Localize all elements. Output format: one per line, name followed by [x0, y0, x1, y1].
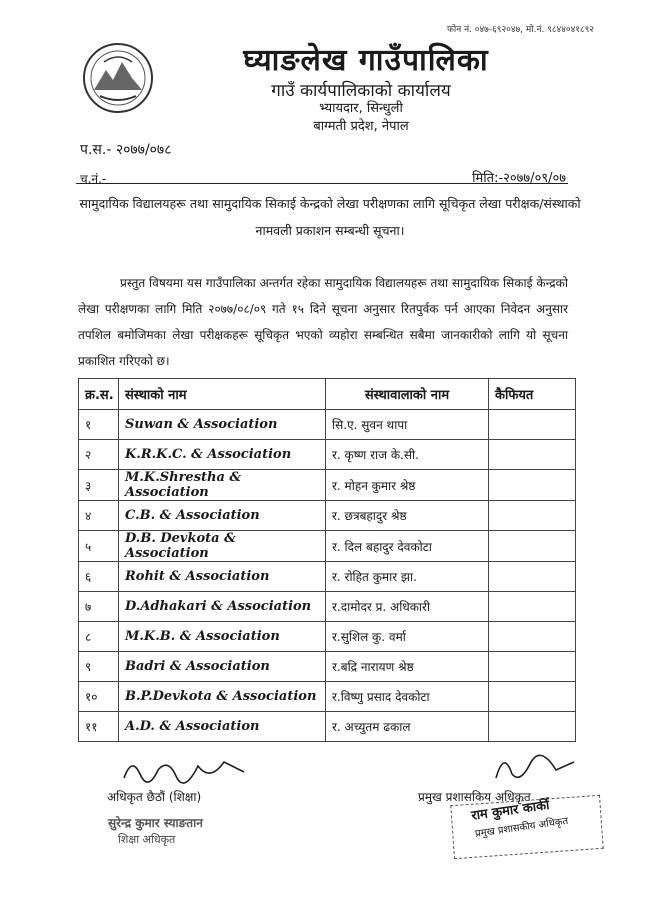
left-signatory-title: अधिकृत छैठौं (शिक्षा)	[107, 790, 202, 804]
col-header-owner: संस्थावालाको नाम	[326, 379, 489, 410]
cell-org: Rohit & Association	[119, 562, 326, 592]
cell-remark	[489, 622, 576, 652]
cell-owner: र.दामोदर प्र. अधिकारी	[326, 592, 489, 622]
table-row	[79, 652, 576, 682]
cell-owner: र. छत्रबहादुर श्रेष्ठ	[326, 501, 489, 531]
cell-sn: ५	[79, 531, 119, 562]
cell-remark	[489, 712, 576, 742]
cell-sn: ३	[79, 470, 119, 501]
cell-owner: र. रोहित कुमार झा.	[326, 562, 489, 592]
contact-info: फोन नं. ०४७-६९२०४७, मो.नं. ९८४४०४१८९२	[446, 25, 594, 35]
cell-org: B.P.Devkota & Association	[119, 682, 326, 712]
cell-sn: ४	[79, 501, 119, 531]
right-stamp-name: राम कुमार कार्की	[470, 798, 551, 824]
cell-sn: १०	[79, 682, 119, 712]
left-stamp-name: सुरेन्द्र कुमार स्याङतान	[108, 816, 203, 830]
cell-sn: ११	[79, 712, 119, 742]
right-signature	[490, 748, 580, 792]
right-signatory-title: प्रमुख प्रशासकिय अधिकृत	[418, 790, 531, 804]
cell-sn: ६	[79, 562, 119, 592]
cell-remark	[489, 562, 576, 592]
cell-org: Badri & Association	[119, 652, 326, 682]
cell-org: A.D. & Association	[119, 712, 326, 742]
left-stamp-role: शिक्षा अधिकृत	[118, 833, 176, 846]
table-row	[79, 592, 576, 622]
auditor-table	[78, 378, 576, 742]
col-header-remark: कैफियत	[489, 379, 576, 410]
table-row	[79, 410, 576, 440]
address-line-1: भ्यायदार, सिन्धुली	[319, 101, 403, 116]
left-signature	[120, 752, 250, 792]
cell-org: D.B. Devkota & Association	[119, 531, 326, 562]
cell-sn: २	[79, 440, 119, 470]
page-title: घ्याङलेख गाउँपालिका	[243, 43, 489, 78]
col-header-sn: क्र.स.	[79, 379, 119, 410]
notice-body: प्रस्तुत विषयमा यस गाउँपालिका अन्तर्गत रहेका सामुदायिक विद्यालयहरू तथा सामुदायिक सिकाई केन्द्रको लेखा परीक्षणका लागि मिति २०७७/०८/०९ गते १५ दिने सूचना अनुसार रितपुर्वक पर्न आएका निवेदन अनुसार तपशिल बमोजिमका लेखा परीक्षकहरू सूचिकृत भएको व्यहोरा सम्बन्धित सबैमा जानकारीको लागि यो सूचना प्रकाशित गरिएको छ।	[78, 276, 568, 368]
cell-org: Suwan & Association	[119, 410, 326, 440]
cell-sn: ८	[79, 622, 119, 652]
cell-remark	[489, 440, 576, 470]
cell-owner: र. अच्युतम ढकाल	[326, 712, 489, 742]
cell-remark	[489, 531, 576, 562]
cell-remark	[489, 501, 576, 531]
cell-org: M.K.B. & Association	[119, 622, 326, 652]
right-stamp-role: प्रमुख प्रशासकीय अधिकृत	[474, 815, 569, 840]
cell-org: D.Adhakari & Association	[119, 592, 326, 622]
reference-number: प.स.- २०७७/०७८	[80, 142, 172, 158]
table-row	[79, 501, 576, 531]
table-header-row	[79, 379, 576, 410]
cell-owner: र.सुशिल कु. वर्मा	[326, 622, 489, 652]
cell-sn: ७	[79, 592, 119, 622]
table-row	[79, 622, 576, 652]
cell-remark	[489, 652, 576, 682]
issue-date: मिति:-२०७७/०९/०७	[472, 171, 566, 186]
header-divider	[76, 183, 568, 184]
table-row	[79, 531, 576, 562]
cell-remark	[489, 682, 576, 712]
notice-subject: सामुदायिक विद्यालयहरू तथा सामुदायिक सिकाई केन्द्रको लेखा परीक्षणका लागि सूचिकृत लेखा परीक्षक/संस्थाको नामवली प्रकाशन सम्बन्धी सूचना।	[79, 196, 581, 238]
cell-owner: र.विष्णु प्रसाद देवकोटा	[326, 682, 489, 712]
cell-remark	[489, 592, 576, 622]
table-row	[79, 712, 576, 742]
cell-remark	[489, 410, 576, 440]
cell-sn: १	[79, 410, 119, 440]
col-header-org: संस्थाको नाम	[119, 379, 326, 410]
office-name: गाउँ कार्यपालिकाको कार्यालय	[271, 81, 451, 101]
cell-owner: र. मोहन कुमार श्रेष्ठ	[326, 470, 489, 501]
cell-remark	[489, 470, 576, 501]
cell-org: C.B. & Association	[119, 501, 326, 531]
cell-owner: सि.ए. सुवन थापा	[326, 410, 489, 440]
cell-sn: ९	[79, 652, 119, 682]
cell-owner: र.बद्रि नारायण श्रेष्ठ	[326, 652, 489, 682]
cell-org: M.K.Shrestha & Association	[119, 470, 326, 501]
table-row	[79, 440, 576, 470]
table-row	[79, 470, 576, 501]
cell-owner: र. कृष्ण राज के.सी.	[326, 440, 489, 470]
cell-org: K.R.K.C. & Association	[119, 440, 326, 470]
cell-owner: र. दिल बहादुर देवकोटा	[326, 531, 489, 562]
table-row	[79, 562, 576, 592]
table-row	[79, 682, 576, 712]
dispatch-number: च.नं.-	[80, 172, 107, 186]
address-line-2: बाग्मती प्रदेश, नेपाल	[313, 119, 409, 134]
